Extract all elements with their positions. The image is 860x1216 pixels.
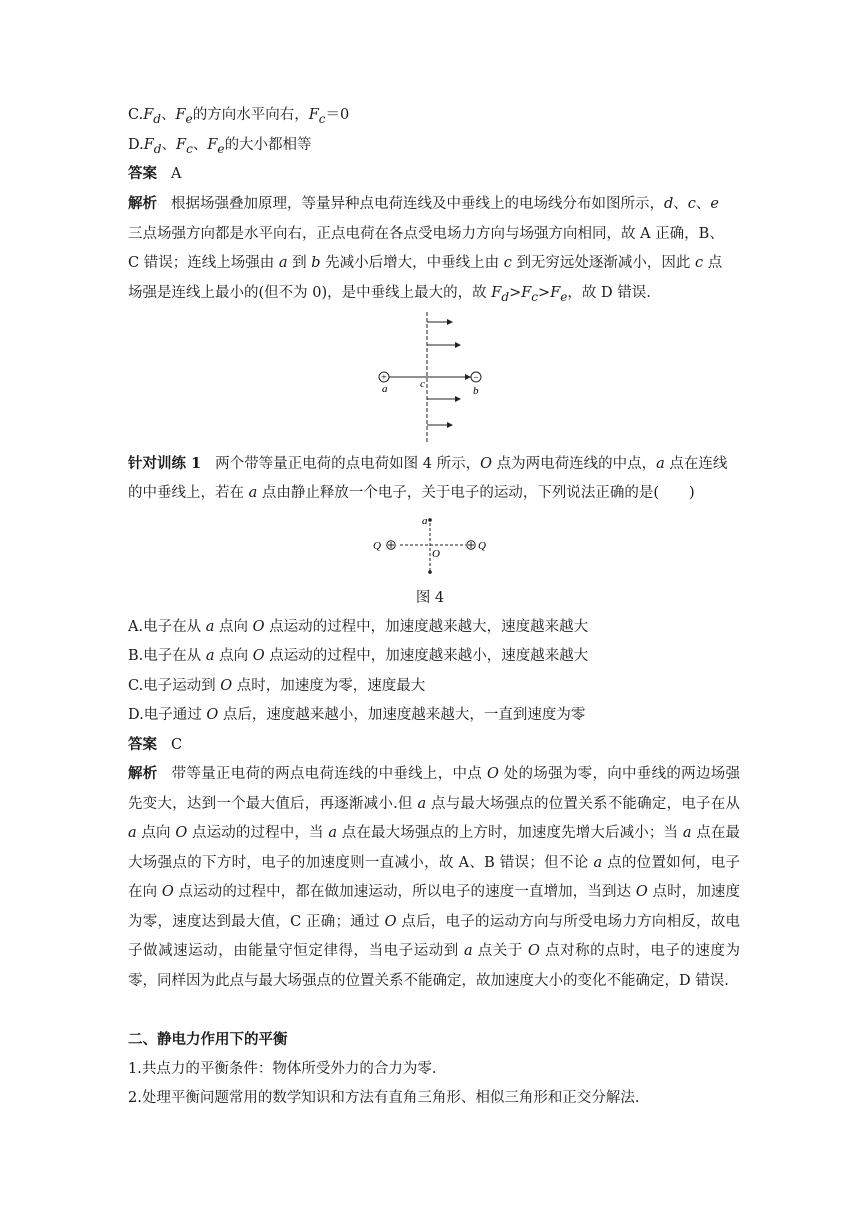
analysis-1-line-3: C 错误；连线上场强由 a 到 b 先减小后增大，中垂线上由 c 到无穷远处逐渐减小，因此 c 点: [128, 255, 723, 271]
charge-diagram-4: [370, 510, 500, 578]
answer-label: 答案: [128, 165, 157, 182]
svg-text:O: O: [432, 548, 440, 560]
option-c: C.电子运动到 O 点时，加速度为零，速度最大: [128, 678, 426, 694]
analysis-2: 解析 带等量正电荷的两点电荷连线的中垂线上，中点 O 处的场强为零，向中垂线的两边场强先变大，达到一个最大值后，再逐渐减小.但 a 点与最大场强点的位置关系不能确定，电子在从 a 点向 O 点运动的过程中，当 a 点在最大场强点的上方时，加速度先增大后减小；当 a 点在最大场强点的下方时，电子的加速度则一直减小，故 A、B 错误；但不论 a 点的位置如何，电子在向 O 点运动的过程中，都在做加速运动，所以电子的速度一直增加，当到达 O 点时，加速度为零，速度达到最大值，C 正确；通过 O 点后，电子的运动方向与所受电场力方向相反，故电子做减速运动，由能量守恒定律得，当电子运动到 a 点关于 O 点对称的点时，电子的速度为零，同样因为此点与最大场强点的位置关系不能确定，故加速度大小的变化不能确定，D 错误.: [128, 765, 741, 989]
training-line-2: 的中垂线上，若在 a 点由静止释放一个电子，关于电子的运动，下列说法正确的是( ): [128, 485, 695, 501]
svg-text:Q: Q: [478, 540, 486, 552]
svg-text:a: a: [422, 515, 428, 527]
figure-caption: 图 4: [415, 590, 445, 606]
section-item-1: 1.共点力的平衡条件：物体所受外力的合力为零.: [128, 1061, 437, 1077]
training-line-1: 针对训练 1 两个带等量正电荷的点电荷如图 4 所示，O 点为两电荷连线的中点，a 点在连线: [128, 455, 728, 472]
label-c: c: [420, 378, 425, 390]
answer-value: A: [171, 166, 182, 182]
option-d-line: $D.F_d$、$F_c$、$F_e$的大小都相等: [128, 137, 312, 156]
analysis-1-line-1: 解析 根据场强叠加原理，等量异种点电荷连线及中垂线上的电场线分布如图所示，d、c、e: [128, 195, 720, 212]
svg-text:−: −: [473, 372, 479, 384]
analysis-2-body: 带等量正电荷的两点电荷连线的中垂线上，中点 O 处的场强为零，向中垂线的两边场强先变大，达到一个最大值后，再逐渐减小.但 a 点与最大场强点的位置关系不能确定，电子在从 a 点向 O 点运动的过程中，当 a 点在最大场强点的上方时，加速度先增大后减小；当 a 点在最大场强点的下方时，电子的加速度则一直减小，故 A、B 错误；但不论 a 点的位置如何，电子在向 O 点运动的过程中，都在做加速运动，所以电子的速度一直增加，当到达 O 点时，加速度为零，速度达到最大值，C 正确；通过 O 点后，电子的运动方向与所受电场力方向相反，故电子做减速运动，由能量守恒定律得，当电子运动到 a 点关于 O 点对称的点时，电子的速度为零，同样因为此点与最大场强点的位置关系不能确定，故加速度大小的变化不能确定，D 错误.: [128, 766, 741, 989]
section-item-2: 2.处理平衡问题常用的数学知识和方法有直角三角形、相似三角形和正交分解法.: [128, 1090, 640, 1106]
analysis-1-line-2: 三点场强方向都是水平向右，正点电荷在各点受电场力方向与场强方向相同，故 A 正确，B、: [128, 226, 724, 242]
option-c-line: $C.F_d$、$F_e$的方向水平向右，$F_c=0$: [128, 107, 350, 126]
option-a: A.电子在从 a 点向 O 点运动的过程中，加速度越来越大，速度越来越大: [128, 619, 589, 635]
option-d: D.电子通过 O 点后，速度越来越小，加速度越来越大，一直到速度为零: [128, 707, 586, 723]
answer-1: [128, 164, 740, 184]
option-b: B.电子在从 a 点向 O 点运动的过程中，加速度越来越小，速度越来越大: [128, 648, 589, 664]
svg-text:+: +: [381, 372, 387, 384]
analysis-1-line-4: 场强是连线上最小的(但不为 0)，是中垂线上最大的，故 $F_d>F_c>F_e$，故 D 错误.: [128, 285, 651, 304]
section-heading: 二、静电力作用下的平衡: [128, 1031, 288, 1048]
svg-text:Q: Q: [373, 540, 381, 552]
point-a: [428, 518, 432, 522]
answer-2: 答案 C: [128, 736, 183, 753]
point-symmetric: [428, 570, 432, 574]
label-b: b: [473, 385, 479, 397]
field-diagram-1: [370, 310, 490, 445]
option-c-prefix: C.: [128, 107, 144, 123]
training-label: 针对训练 1: [128, 455, 202, 472]
label-a: a: [382, 383, 388, 395]
